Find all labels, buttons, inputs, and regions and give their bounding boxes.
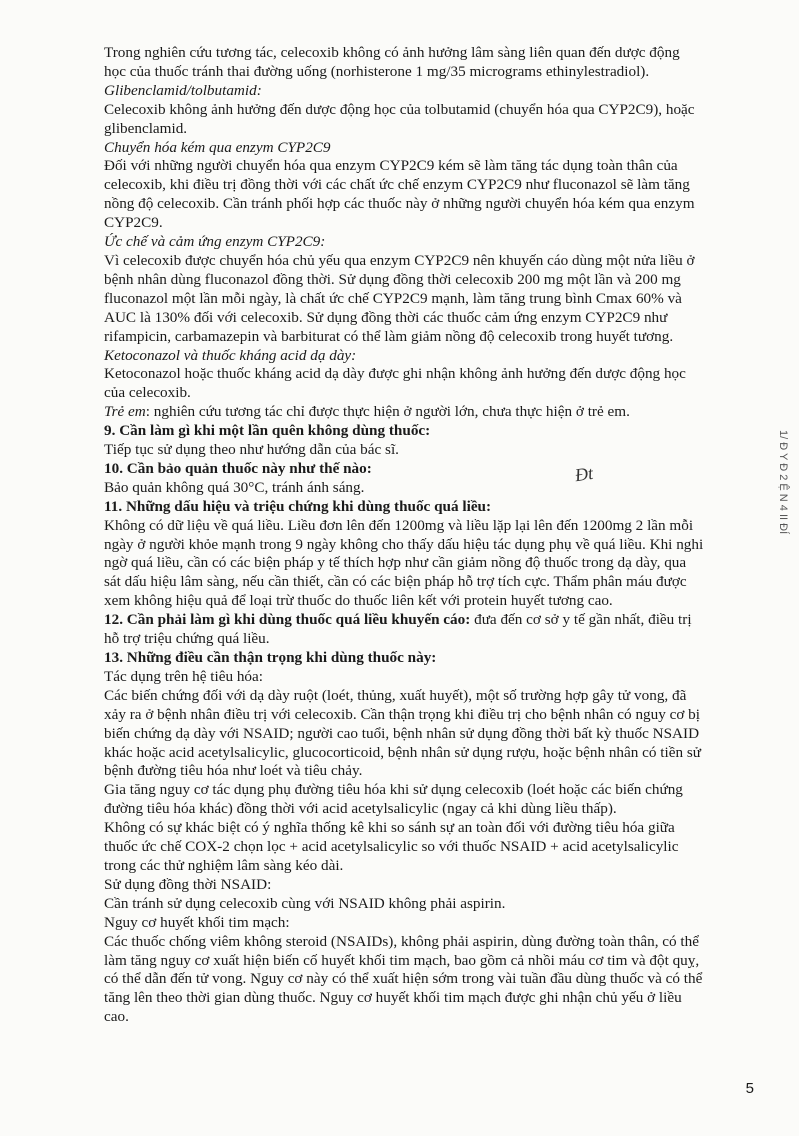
text-line: celecoxib, khi điều trị đồng thời với các chất ức chế enzym CYP2C9 như fluconazol sẽ làm tăng <box>104 176 690 194</box>
text-line: có thể dẫn đến tử vong. Nguy cơ này có thể xuất hiện sớm trong vài tuần đầu dùng thuốc và có thể <box>104 970 703 988</box>
text-line: Gia tăng nguy cơ tác dụng phụ đường tiêu hóa khi sử dụng celecoxib (loét hoặc các biến chứng <box>104 781 683 799</box>
section-heading: 11. Những dấu hiệu và triệu chứng khi dùng thuốc quá liều: <box>104 497 492 515</box>
text-line: glibenclamid. <box>104 119 188 137</box>
text-line: ngày ở người khỏe mạnh trong 9 ngày không cho thấy dấu hiệu tác dụng phụ về quá liều. Khi nghi <box>104 535 704 553</box>
text-line: CYP2C9. <box>104 214 163 232</box>
text-line: đường tiêu hóa khác) đồng thời với acid acetylsalicylic (ngay cả khi dùng liều thấp). <box>104 800 617 818</box>
text-line: Tiếp tục sử dụng theo như hướng dẫn của bác sĩ. <box>104 441 399 459</box>
text-line <box>104 611 764 630</box>
text-line: biến chứng dạ dày với NSAID; người cao tuổi, bệnh nhân sử dụng đồng thời bất kỳ thuốc NSAID <box>104 724 700 742</box>
text-line: làm tăng nguy cơ xuất hiện biến cố huyết khối tim mạch, bao gồm cả nhồi máu cơ tim và đột quỵ, <box>104 951 700 969</box>
subheading: Ketoconazol và thuốc kháng acid dạ dày: <box>104 346 357 364</box>
side-margin-text: 1/ Đ Y Đ 2 Ệ N 4 II ĐÍ <box>777 430 789 535</box>
text-line: thuốc ức chế COX-2 chọn lọc + acid acetylsalicylic so với thuốc NSAID + acid acetylsalicylic <box>104 838 679 856</box>
text-run: : nghiên cứu tương tác chỉ được thực hiện ở người lớn, chưa thực hiện ở trẻ em. <box>145 403 630 421</box>
section-heading: 10. Cần bảo quản thuốc này như thế nào: <box>104 459 372 477</box>
text-line: bệnh nhân dùng fluconazol đồng thời. Sử dụng đồng thời celecoxib 200 mg một lần và 200 mg <box>104 270 681 288</box>
text-line: khác hoặc acid acetylsalicylic, glucocorticoid, bệnh nhân sử dụng rượu, hoặc bệnh nhân có tiền sử <box>104 743 701 761</box>
text-line: của celecoxib. <box>104 384 191 402</box>
text-line: Sử dụng đồng thời NSAID: <box>104 875 272 893</box>
text-line: fluconazol một lần mỗi ngày, là chất ức chế CYP2C9 mạnh, làm tăng trung bình Cmax 60% và <box>104 289 682 307</box>
text-line: AUC là 130% đối với celecoxib. Sử dụng đồng thời các thuốc cảm ứng enzym CYP2C9 như <box>104 308 668 326</box>
text-line: hỗ trợ triệu chứng quá liều. <box>104 630 270 648</box>
subheading: Ức chế và cảm ứng enzym CYP2C9: <box>104 233 326 251</box>
text-line: Bảo quản không quá 30°C, tránh ánh sáng. <box>104 478 365 496</box>
text-line: Trong nghiên cứu tương tác, celecoxib không có ảnh hưởng lâm sàng liên quan đến dược động <box>104 44 680 61</box>
text-line: xảy ra ở bệnh nhân điều trị với celecoxib. Cần thận trọng khi điều trị cho bệnh nhân có nguy cơ bị <box>104 705 700 723</box>
text-line: Celecoxib không ảnh hưởng đến dược động học của tolbutamid (chuyển hóa qua CYP2C9), hoặc <box>104 100 695 118</box>
section-heading: 9. Cần làm gì khi một lần quên không dùng thuốc: <box>104 422 431 440</box>
text-line: bệnh đường tiêu hóa như loét và tiêu chảy. <box>104 762 363 780</box>
text-line: Đối với những người chuyển hóa qua enzym CYP2C9 kém sẽ làm tăng tác dụng toàn thân của <box>104 157 678 175</box>
text-run: 12. Cần phải làm gì khi dùng thuốc quá liều khuyến cáo: <box>104 611 471 629</box>
text-line: rifampicin, carbamazepin và barbiturat có thể làm giảm nồng độ celecoxib trong huyết tương. <box>104 327 674 345</box>
text-line: Cần tránh sử dụng celecoxib cùng với NSAID không phải aspirin. <box>104 894 506 912</box>
text-line: nồng độ celecoxib. Cần tránh phối hợp các thuốc này ở những người chuyển hóa kém qua enzym <box>104 195 695 213</box>
text-line: Các biến chứng đối với dạ dày ruột (loét, thủng, xuất huyết), một số trường hợp gây tử vong, đã <box>104 686 687 704</box>
text-line: cao. <box>104 1008 129 1026</box>
text-line: Ketoconazol hoặc thuốc kháng acid dạ dày được ghi nhận không ảnh hưởng đến dược động học <box>104 365 686 383</box>
text-line: Các thuốc chống viêm không steroid (NSAIDs), không phải aspirin, dùng đường toàn thân, có thể <box>104 932 699 950</box>
subheading: Chuyển hóa kém qua enzym CYP2C9 <box>104 138 331 156</box>
text-line: Không có dữ liệu về quá liều. Liều đơn lên đến 1200mg và liều lặp lại lên đến 1200mg 2 lần mỗi <box>104 516 694 534</box>
handwritten-mark: Đt <box>573 462 595 486</box>
text-run: Trẻ em <box>104 403 146 421</box>
text-line: xem không hiệu quả để loại trừ thuốc do thuốc liên kết với protein huyết tương cao. <box>104 592 613 610</box>
text-line <box>104 403 764 422</box>
text-line: Nguy cơ huyết khối tim mạch: <box>104 913 290 931</box>
section-heading: 13. Những điều cần thận trọng khi dùng thuốc này: <box>104 649 437 666</box>
text-line: Vì celecoxib được chuyển hóa chủ yếu qua enzym CYP2C9 nên khuyến cáo dùng một nửa liều ở <box>104 251 695 269</box>
text-line: ngờ quá liều, cần có các biện pháp y tế thích hợp như cần giảm nồng độ thuốc trong dạ dày, qua <box>104 554 687 572</box>
text-line: Tác dụng trên hệ tiêu hóa: <box>104 667 263 685</box>
document-body <box>104 44 764 1027</box>
subheading: Glibenclamid/tolbutamid: <box>104 81 262 99</box>
text-line: tăng lên theo thời gian dùng thuốc. Nguy cơ huyết khối tim mạch được ghi nhận chủ yếu ở liều <box>104 989 682 1007</box>
text-run: đưa đến cơ sở y tế gần nhất, điều trị <box>470 611 692 629</box>
text-line: trong các thử nghiệm lâm sàng kéo dài. <box>104 856 344 874</box>
text-line: học của thuốc tránh thai đường uống (norhisterone 1 mg/35 micrograms ethinylestradiol). <box>104 62 650 80</box>
text-line: sát dấu hiệu lâm sàng, nếu cần thiết, cần có các biện pháp hỗ trợ tích cực. Thẩm phân máu được <box>104 573 687 591</box>
text-line: Không có sự khác biệt có ý nghĩa thống kê khi so sánh sự an toàn đối với đường tiêu hóa giữa <box>104 819 675 837</box>
page-number: 5 <box>745 1080 754 1097</box>
